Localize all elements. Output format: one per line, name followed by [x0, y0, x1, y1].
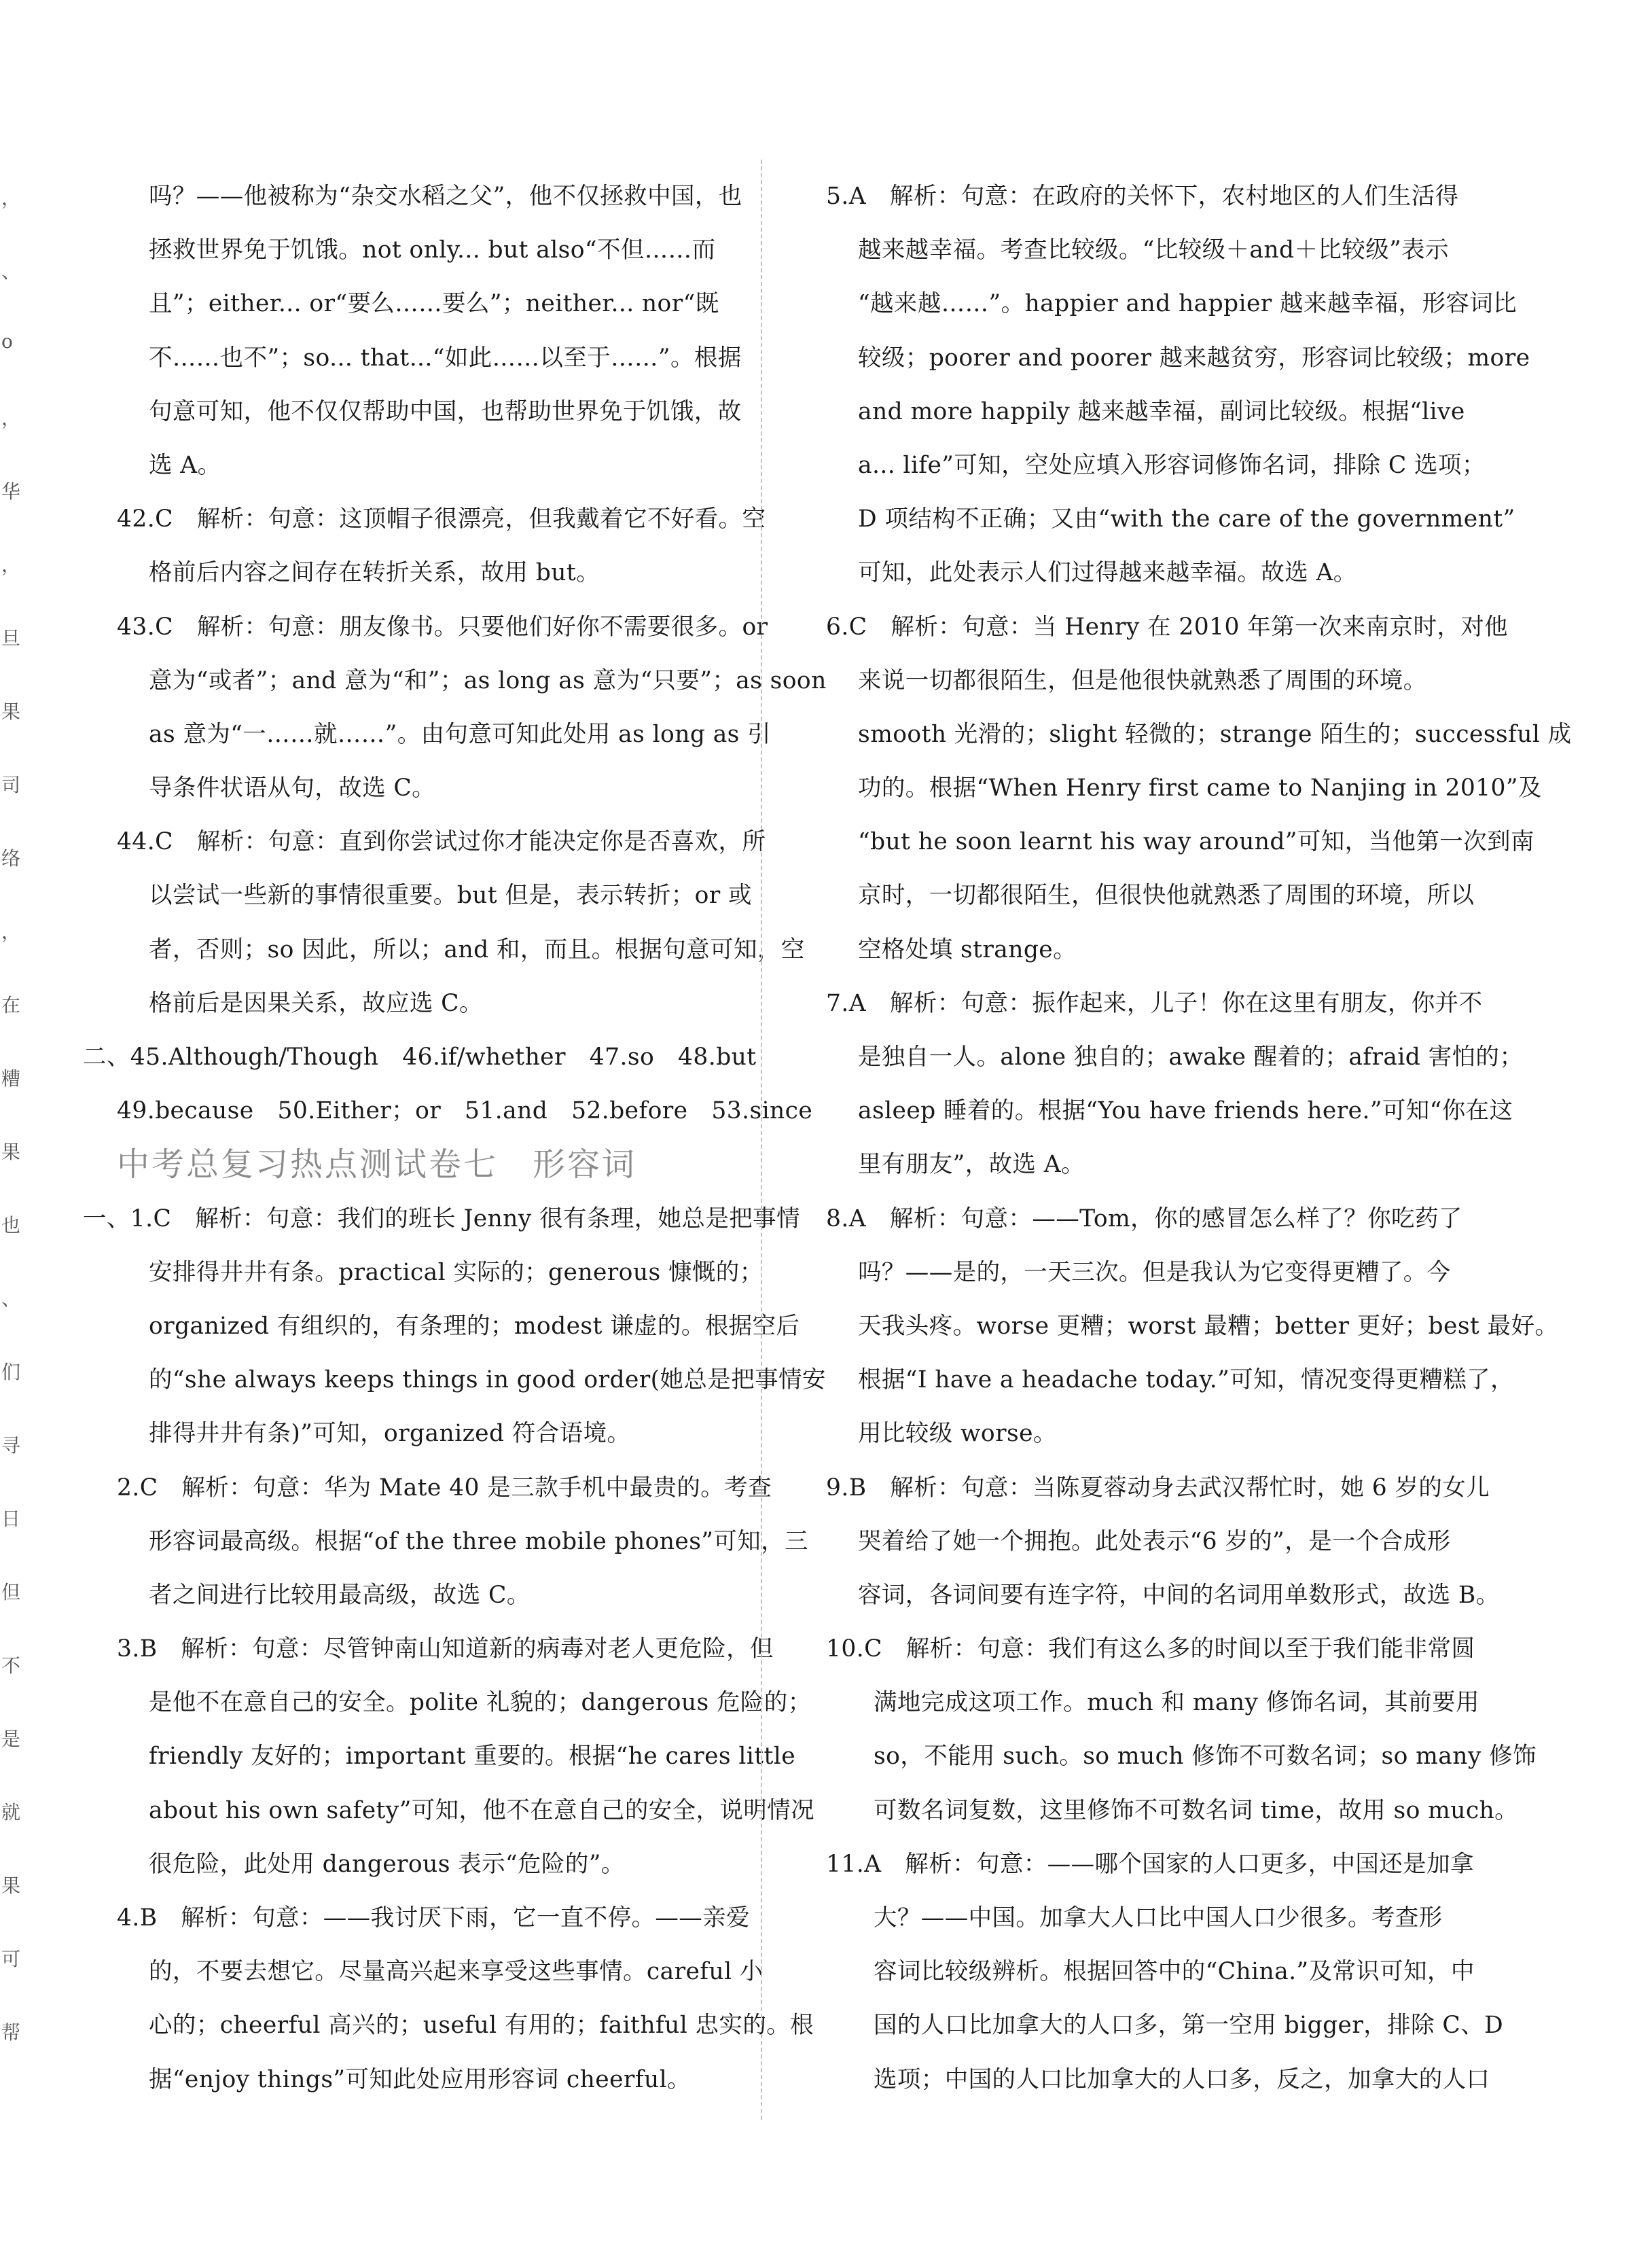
text-line: 里有朋友”，故选 A。 — [858, 1151, 1085, 1179]
left-column — [83, 170, 827, 2107]
edge-fragment: 华 — [1, 480, 21, 503]
text-line: 安排得井井有条。practical 实际的；generous 慷慨的； — [149, 1258, 764, 1286]
text-line: 容词，各词间要有连字符，中间的名词用单数形式，故选 B。 — [858, 1581, 1500, 1609]
edge-fragment: 、 — [1, 260, 21, 283]
edge-fragment: 果 — [1, 1141, 21, 1163]
edge-fragment: 就 — [1, 1801, 21, 1824]
text-line: a... life”可知，空处应填入形容词修饰名词，排除 C 选项； — [858, 451, 1486, 479]
edge-fragment: ， — [1, 187, 21, 209]
text-line: 一、1.C 解析：句意：我们的班长 Jenny 很有条理，她总是把事情 — [83, 1205, 800, 1232]
text-line: 43.C 解析：句意：朋友像书。只要他们好你不需要很多。or — [117, 613, 768, 641]
text-line: and more happily 越来越幸福，副词比较级。根据“live — [858, 397, 1465, 425]
text-line: 满地完成这项工作。much 和 many 修饰名词，其前要用 — [874, 1689, 1479, 1717]
text-line: 以尝试一些新的事情很重要。but 但是，表示转折；or 或 — [149, 882, 752, 910]
text-line: 国的人口比加拿大的人口多，第一空用 bigger，排除 C、D — [874, 2012, 1504, 2040]
text-line: 很危险，此处用 dangerous 表示“危险的”。 — [149, 1850, 625, 1878]
section-title: 中考总复习热点测试卷七 形容词 — [117, 1145, 637, 1184]
edge-fragment: 日 — [1, 1508, 21, 1530]
text-line: 大？——中国。加拿大人口比中国人口少很多。考查形 — [874, 1904, 1443, 1932]
text-line: 4.B 解析：句意：——我讨厌下雨，它一直不停。——亲爱 — [117, 1904, 750, 1932]
text-line: 排得井井有条)”可知，organized 符合语境。 — [149, 1420, 631, 1448]
text-line: 44.C 解析：句意：直到你尝试过你才能决定你是否喜欢，所 — [117, 828, 766, 856]
right-column — [826, 170, 1572, 2107]
text-line: 来说一切都很陌生，但是他很快就熟悉了周围的环境。 — [858, 666, 1427, 694]
text-line: 句意可知，他不仅仅帮助中国，也帮助世界免于饥饿，故 — [149, 397, 742, 425]
text-line: 意为“或者”；and 意为“和”；as long as 意为“只要”；as soon — [149, 666, 827, 694]
text-line: 较级；poorer and poorer 越来越贫穷，形容词比较级；more — [858, 344, 1530, 372]
text-line: 的，不要去想它。尽量高兴起来享受这些事情。careful 小 — [149, 1958, 764, 1986]
text-line: 且”；either... or“要么……要么”；neither... nor“既 — [149, 290, 719, 318]
text-line: 天我头疼。worse 更糟；worst 最糟；better 更好；best 最好。 — [858, 1312, 1559, 1340]
edge-fragment: 在 — [1, 994, 21, 1016]
text-line: as 意为“一……就……”。由句意可知此处用 as long as 引 — [149, 720, 772, 748]
column-divider — [761, 160, 762, 2120]
edge-fragment: 不 — [1, 1654, 21, 1677]
text-line: 可数名词复数，这里修饰不可数名词 time，故用 so much。 — [874, 1796, 1519, 1824]
text-line: 吗？——是的，一天三次。但是我认为它变得更糟了。今 — [858, 1258, 1451, 1286]
text-line: 哭着给了她一个拥抱。此处表示“6 岁的”，是一个合成形 — [858, 1527, 1451, 1555]
text-line: 3.B 解析：句意：尽管钟南山知道新的病毒对老人更危险，但 — [117, 1635, 774, 1663]
edge-fragment: 帮 — [1, 2021, 21, 2044]
text-line: organized 有组织的，有条理的；modest 谦虚的。根据空后 — [149, 1312, 800, 1340]
text-line: 7.A 解析：句意：振作起来，儿子！你在这里有朋友，你并不 — [826, 989, 1483, 1017]
edge-fragment: 司 — [1, 774, 21, 796]
text-line: 根据“I have a headache today.”可知，情况变得更糟糕了， — [858, 1366, 1515, 1394]
text-line: 格前后是因果关系，故应选 C。 — [149, 989, 483, 1017]
text-line: 选 A。 — [149, 451, 221, 479]
text-line: 导条件状语从句，故选 C。 — [149, 775, 436, 802]
edge-fragment: 果 — [1, 1874, 21, 1897]
text-line: 拯救世界免于饥饿。not only... but also“不但……而 — [149, 236, 716, 264]
edge-fragment: ， — [1, 921, 21, 943]
edge-fragment: 可 — [1, 1948, 21, 1970]
text-line: 吗？——他被称为“杂交水稻之父”，他不仅拯救中国，也 — [149, 183, 742, 210]
text-line: 可知，此处表示人们过得越来越幸福。故选 A。 — [858, 559, 1357, 587]
edge-fragment: 旦 — [1, 627, 21, 650]
text-line: 心的；cheerful 高兴的；useful 有用的；faithful 忠实的。根 — [149, 2012, 814, 2040]
text-line: 是独自一人。alone 独自的；awake 醒着的；afraid 害怕的； — [858, 1044, 1524, 1071]
text-line: 空格处填 strange。 — [858, 936, 1077, 963]
text-line: 8.A 解析：句意：——Tom，你的感冒怎么样了？你吃药了 — [826, 1205, 1462, 1232]
edge-fragment: ， — [1, 407, 21, 429]
text-line: 格前后内容之间存在转折关系，故用 but。 — [149, 559, 600, 587]
text-line: 42.C 解析：句意：这顶帽子很漂亮，但我戴着它不好看。空 — [117, 505, 766, 533]
text-line: 功的。根据“When Henry first came to Nanjing in 2010”及 — [858, 775, 1542, 802]
edge-fragment: 果 — [1, 700, 21, 723]
text-line: 9.B 解析：句意：当陈夏蓉动身去武汉帮忙时，她 6 岁的女儿 — [826, 1474, 1490, 1501]
text-line: smooth 光滑的；slight 轻微的；strange 陌生的；successful 成 — [858, 720, 1572, 748]
text-line: 的“she always keeps things in good order(她总是把事情安 — [149, 1366, 826, 1394]
text-line: 不……也不”；so... that...“如此……以至于……”。根据 — [149, 344, 742, 372]
text-line: 二、45.Although/Though 46.if/whether 47.so 48.but — [83, 1044, 757, 1071]
edge-fragment: 糟 — [1, 1067, 21, 1090]
text-line: 形容词最高级。根据“of the three mobile phones”可知，三 — [149, 1527, 808, 1555]
text-line: “越来越……”。happier and happier 越来越幸福，形容词比 — [858, 290, 1518, 318]
text-line: 是他不在意自己的安全。polite 礼貌的；dangerous 危险的； — [149, 1689, 812, 1717]
text-line: 用比较级 worse。 — [858, 1420, 1057, 1448]
text-line: friendly 友好的；important 重要的。根据“he cares little — [149, 1743, 796, 1771]
text-line: 据“enjoy things”可知此处应用形容词 cheerful。 — [149, 2065, 691, 2093]
edge-fragment: o — [1, 330, 13, 353]
text-line: so，不能用 such。so much 修饰不可数名词；so many 修饰 — [874, 1743, 1537, 1771]
text-line: 49.because 50.Either；or 51.and 52.before 53.since — [117, 1097, 813, 1125]
text-line: 京时，一切都很陌生，但很快他就熟悉了周围的环境，所以 — [858, 882, 1475, 910]
text-line: 5.A 解析：句意：在政府的关怀下，农村地区的人们生活得 — [826, 183, 1459, 210]
text-line: 者，否则；so 因此，所以；and 和，而且。根据句意可知，空 — [149, 936, 805, 963]
edge-fragment: 们 — [1, 1361, 21, 1383]
text-line: 越来越幸福。考查比较级。“比较级＋and＋比较级”表示 — [858, 236, 1449, 264]
edge-fragment: 但 — [1, 1581, 21, 1603]
text-line: 11.A 解析：句意：——哪个国家的人口更多，中国还是加拿 — [826, 1850, 1474, 1878]
text-line: asleep 睡着的。根据“You have friends here.”可知“你在这 — [858, 1097, 1513, 1125]
edge-fragment: 络 — [1, 847, 21, 870]
text-line: 2.C 解析：句意：华为 Mate 40 是三款手机中最贵的。考查 — [117, 1474, 772, 1501]
text-line: 容词比较级辨析。根据回答中的“China.”及常识可知，中 — [874, 1958, 1475, 1986]
edge-fragment: ， — [1, 554, 21, 576]
edge-fragment: 、 — [1, 1287, 21, 1310]
edge-fragment: 是 — [1, 1728, 21, 1750]
text-line: 者之间进行比较用最高级，故选 C。 — [149, 1581, 531, 1609]
text-line: 选项；中国的人口比加拿大的人口多，反之，加拿大的人口 — [874, 2065, 1490, 2093]
text-line: 6.C 解析：句意：当 Henry 在 2010 年第一次来南京时，对他 — [826, 613, 1509, 641]
edge-fragment: 寻 — [1, 1434, 21, 1457]
text-line: 10.C 解析：句意：我们有这么多的时间以至于我们能非常圆 — [826, 1635, 1475, 1663]
text-line: “but he soon learnt his way around”可知，当他第一次到南 — [858, 828, 1534, 856]
text-line: about his own safety”可知，他不在意自己的安全，说明情况 — [149, 1796, 815, 1824]
edge-fragment: 也 — [1, 1214, 21, 1237]
text-line: D 项结构不正确；又由“with the care of the government” — [858, 505, 1515, 533]
